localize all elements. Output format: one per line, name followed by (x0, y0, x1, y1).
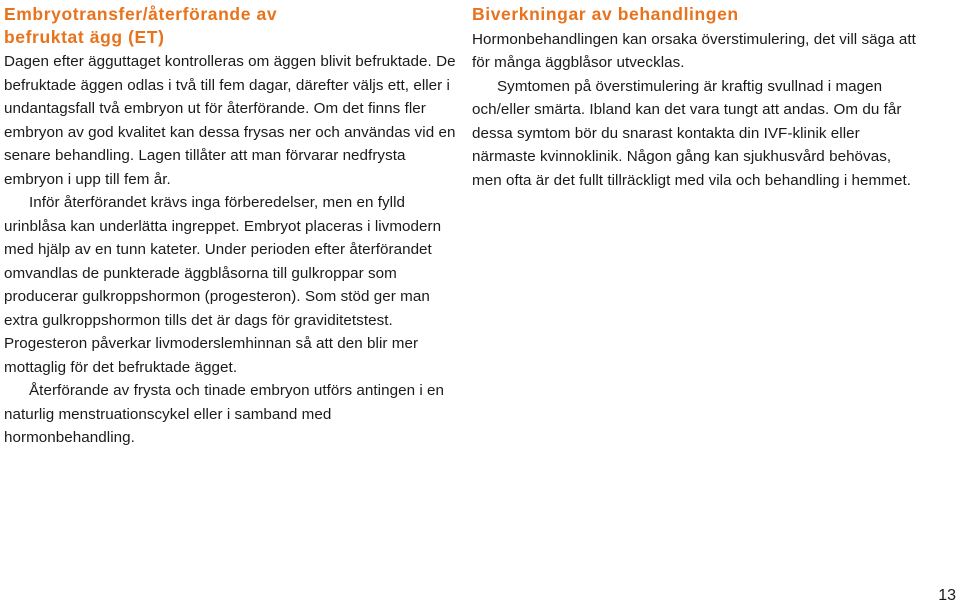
section-heading-biverkningar: Biverkningar av behandlingen (472, 4, 739, 24)
right-column (472, 0, 922, 192)
paragraph-overstimulering: Hormonbehandlingen kan orsaka överstimulering, det vill säga att för många äggblåsor utvecklas. (472, 30, 916, 71)
heading-line-1: Embryotransfer/återförande av (4, 4, 278, 24)
section-heading-embryotransfer (4, 3, 456, 48)
paragraph-befruktning: Dagen efter ägguttaget kontrolleras om äggen blivit befruktade. De befruktade äggen odlas i två till fem dagar, därefter väljs ett, eller i undantagsfall två embryon ut för återförande. Om det finns fler embryon av god kvalitet kan dessa frysas ner och användas vid en senare behandling. Lagen tillåter att man förvarar nedfrysta embryon i upp till fem år. (4, 53, 456, 188)
left-column (4, 0, 456, 450)
page-number: 13 (938, 587, 956, 604)
heading-line-2: befruktat ägg (ET) (4, 26, 165, 47)
paragraph-aterforande: Inför återförandet krävs inga förberedelser, men en fylld urinblåsa kan underlätta ingreppet. Embryot placeras i livmodern med hjälp av en tunn kateter. Under perioden efter återförandet omvandlas de punkterade äggblåsorna till gulkroppar som producerar gulkroppshormon (progesteron). Som stöd ger man extra gulkroppshormon tills det är dags för graviditetstest. Progesteron påverkar livmoderslemhinnan så att den blir mer mottaglig för det befruktade ägget. (4, 194, 442, 376)
paragraph-frysta-embryon: Återförande av frysta och tinade embryon utförs antingen i en naturlig menstruationscykel eller i samband med hormonbehandling. (4, 382, 445, 446)
paragraph-symtom: Symtomen på överstimulering är kraftig svullnad i magen och/eller smärta. Ibland kan det vara tungt att andas. Om du får dessa symtom bör du snarast kontakta din IVF-klinik eller närmaste kvinnoklinik. Någon gång kan sjukhusvård behövas, men ofta är det fullt tillräckligt med vila och behandling i hemmet. (472, 77, 911, 189)
